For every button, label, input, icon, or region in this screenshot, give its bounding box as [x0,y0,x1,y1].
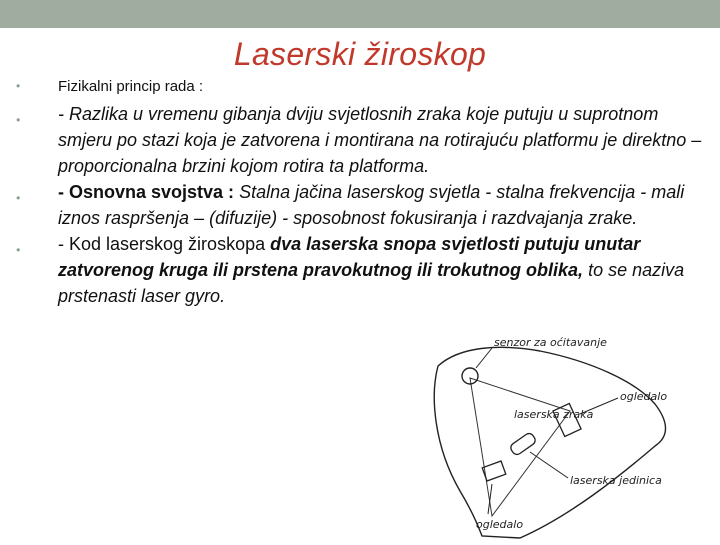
housing-outline [434,347,668,538]
top-band [0,0,720,28]
bullet-text: Stalna jačina laserskog svjetla - stalna frekvencija - mali iznos raspršenja – (difuzije) - sposobnost fokusiranja i razdvajanja zrake. [58,182,685,228]
bullet-item [14,101,704,179]
bullet-dot-icon: • [16,113,21,127]
bullet-lead: - Kod laserskog žiroskopa [58,234,271,254]
bullet-dot-icon: • [16,243,21,257]
slide-title: Laserski žiroskop [233,36,487,72]
ring-laser-sketch [420,326,720,540]
bullet-item [14,179,704,231]
ring-laser-diagram [420,326,720,540]
laser-unit-pointer [530,452,568,478]
laser-unit-icon [509,432,537,457]
bullet-text: Fizikalni princip rada : [58,78,204,95]
bullet-bold-text: dva laserska snopa svjetlosti putuju unutar zatvorenog kruga ili prstena pravokutnog ili trokutnog oblika, [58,234,641,280]
bullet-tail: to se naziva prstenasti laser gyro. [58,260,685,306]
bullet-item [14,231,704,309]
bullet-item [14,78,704,95]
mirror-bottom-icon [482,461,506,481]
bullet-dot-icon: • [16,79,21,93]
beam-label: laserska zraka [514,408,594,421]
laser-unit-label: laserska jedinica [570,474,662,487]
bullet-dot-icon: • [16,191,21,205]
bullet-text: - Razlika u vremenu gibanja dviju svjetlosnih zraka koje putuju u suprotnom smjeru po stazi koja je zatvorena i montirana na rotirajuću platformu je direktno – proporcionalna brzini kojom rotira ta platforma. [58,104,702,176]
mirror-bottom-label: ogledalo [476,518,524,531]
mirror-right-label: ogledalo [620,390,668,403]
bullet-lead: - Osnovna svojstva : [58,182,235,202]
sensor-label: senzor za oćitavanje [494,336,607,349]
sensor-icon [462,368,478,384]
bullet-list [14,78,704,309]
beam-path [470,378,570,516]
sensor-pointer [476,348,492,368]
